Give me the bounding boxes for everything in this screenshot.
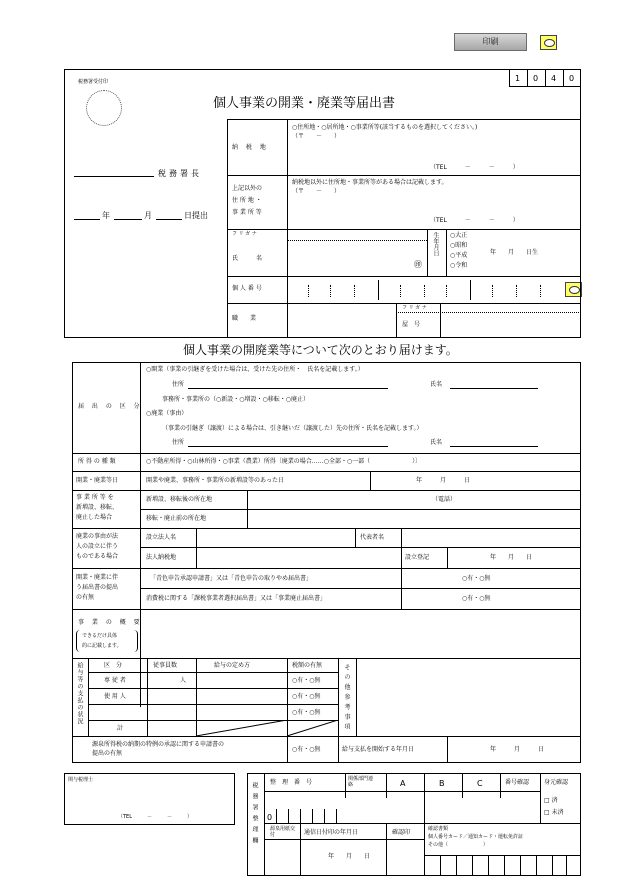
corp-rep-label: 代表者名 <box>360 534 385 541</box>
confirm-not-done[interactable]: □ 未済 <box>544 809 564 816</box>
filing-blue-yesno[interactable]: ○有・○無 <box>462 575 491 582</box>
salary-header-method: 給与の定め方 <box>214 662 251 669</box>
corp-label: 廃業の事由が法 <box>76 533 119 540</box>
category-close-note: （事業の引継ぎ（譲渡）による場合は、引き継いだ（譲渡した）先の住所・氏名を記載します。） <box>162 425 423 432</box>
tax-office-label: 税務署長 <box>158 169 202 178</box>
footer-header-number: 番号確認 <box>505 779 530 786</box>
era-reiwa[interactable]: ○令和 <box>450 262 468 269</box>
form-title: 個人事業の開業・廃業等届出書 <box>213 96 396 111</box>
category-close-name: 氏名 <box>430 439 443 446</box>
category-open-name: 氏名 <box>430 381 443 388</box>
footer-row2-postmark: 通信日付印の年月日 <box>304 829 359 836</box>
main-table <box>72 362 581 763</box>
birth-date: 年 月 日生 <box>490 249 539 256</box>
salary-header-tax: 税額の有無 <box>292 662 323 669</box>
footer-header-identity: 身元確認 <box>544 779 569 786</box>
date-value: 年 月 日 <box>416 477 471 484</box>
accountant-label: 関与税理士 <box>68 777 94 783</box>
corp-reg-label: 設立登記 <box>405 554 430 561</box>
withholding-text: 源泉所得税の納期の特例の承認に関する申請書の <box>92 741 225 748</box>
other-address-label: 事 業 所 等 <box>232 209 262 216</box>
salary-label: 給与等の支払の状況 <box>76 662 83 725</box>
business-note: 的に記載します。 <box>82 643 122 649</box>
corp-reg-date: 年 月 日 <box>490 554 533 561</box>
corp-label: ものである場合 <box>76 553 119 560</box>
furigana-label: フ リ ガ ナ <box>232 231 257 237</box>
other-address-label: 上記以外の <box>232 185 263 192</box>
footer-header-c: C <box>477 779 483 788</box>
pay-start-date: 年 月 日 <box>490 746 545 753</box>
office-use-box <box>247 773 581 876</box>
form-code-digit: 0 <box>569 74 575 83</box>
form-code-digit: 1 <box>515 74 521 83</box>
receipt-stamp-label: 税務署受付印 <box>78 79 109 85</box>
withholding-yesno[interactable]: ○有・○無 <box>292 746 321 753</box>
address-tel: （TEL － － ） <box>430 164 519 171</box>
confirm-done[interactable]: □ 済 <box>544 797 558 804</box>
other-address-label: 住 所 地 ・ <box>232 197 262 204</box>
filings-label: の有無 <box>76 594 95 601</box>
income-label: 所 得 の 種 類 <box>78 458 116 465</box>
address-options: ○住所地・○居所地・○事業所等(該当するものを選択してください。) <box>292 124 478 131</box>
other-address-note: 納税地以外に住所地・事業所等がある場合は記載します。 <box>292 179 448 186</box>
address-label: 納 税 地 <box>232 144 269 151</box>
footer-header-b: B <box>439 779 445 788</box>
address-postal: （〒 － ） <box>292 133 341 140</box>
filing-consumption-yesno[interactable]: ○有・○無 <box>462 595 491 602</box>
form-code-digit: 4 <box>551 74 557 83</box>
category-open[interactable]: ○開業（事業の引継ぎを受けた場合は、受けた先の住所・ 氏名を記載します。） <box>146 366 364 373</box>
salary-total-strike <box>196 720 338 736</box>
office-new-label: 新増設、移転後の所在地 <box>146 496 213 503</box>
era-heisei[interactable]: ○平成 <box>450 252 468 259</box>
accountant-tel: （TEL － － ） <box>118 814 193 820</box>
filings-label: 開業・廃業に伴 <box>76 574 119 581</box>
date-text: 開業や廃業、事務所・事業所の新増設等のあった日 <box>146 477 284 484</box>
footer-row2-seal: 確認印 <box>392 829 411 836</box>
office-label: 新増設、移転、 <box>76 504 119 511</box>
footer-header-serial: 整 理 番 号 <box>270 779 313 786</box>
category-close-address: 住所 <box>172 439 185 446</box>
footer-header-dept: 関係部門連 絡 <box>348 776 384 788</box>
office-use-label: 税務署整理欄 <box>251 782 258 848</box>
category-open-address: 住所 <box>172 381 185 388</box>
other-label: そ の 他 参 考 事 項 <box>343 664 350 731</box>
trade-furigana-label: フ リ ガ ナ <box>402 305 427 311</box>
era-taisho[interactable]: ○大正 <box>450 232 468 239</box>
print-button[interactable]: 印刷 <box>454 33 527 51</box>
date-day-label: 日提出 <box>184 211 208 220</box>
category-close[interactable]: ○廃業（事由） <box>146 410 188 417</box>
date-year-label: 年 <box>102 211 110 220</box>
name-label: 氏 名 <box>232 255 263 262</box>
mynumber-label: 個 人 番 号 <box>232 285 262 292</box>
salary-tax-yesno[interactable]: ○有・○無 <box>292 693 321 700</box>
filing-blue-label: 「青色申告承認申請書」又は「青色申告の取りやめ届出書」 <box>150 575 313 582</box>
birth-label: 生年月日 <box>432 232 439 256</box>
date-month-label: 月 <box>144 211 152 220</box>
income-options[interactable]: ○不動産所得・○山林所得・○事業（農業）所得〔廃業の場合……○全部・○一部（ ）〕 <box>146 458 422 465</box>
salary-row-employee: 使 用 人 <box>104 693 126 700</box>
filings-label: う届出書の提出 <box>76 584 119 591</box>
category-office[interactable]: 事務所・事業所の（○新設・○増設・○移転・○廃止） <box>162 396 309 403</box>
business-note: できるだけ具体 <box>82 633 118 639</box>
corp-name-label: 設立法人名 <box>146 534 177 541</box>
salary-tax-yesno[interactable]: ○有・○無 <box>292 677 321 684</box>
other-address-tel: （TEL － － ） <box>430 217 519 224</box>
footer-header-a: A <box>400 779 406 788</box>
salary-header-count: 従事員数 <box>153 662 178 669</box>
corp-taxplace-label: 法人納税地 <box>146 554 177 561</box>
filing-consumption-label: 消費税に関する「課税事業者選択届出書」又は「事業廃止届出書」 <box>146 595 327 602</box>
other-address-postal: （〒 － ） <box>292 188 341 195</box>
seal-mark: ㊞ <box>414 260 422 269</box>
footer-date: 年 月 日 <box>328 853 371 860</box>
pay-start-label: 給与支払を開始する年月日 <box>342 746 415 753</box>
office-label: 廃止した場合 <box>76 514 113 521</box>
occupation-label: 職 業 <box>232 315 257 322</box>
office-old-label: 移転・廃止前の所在地 <box>146 515 207 522</box>
receipt-stamp-circle <box>86 90 122 126</box>
salary-total: 計 <box>117 725 124 732</box>
business-label: 事 業 の 概 要 <box>78 619 143 626</box>
date-label: 開業・廃業等日 <box>76 477 119 484</box>
salary-row-family: 専 従 者 <box>104 677 126 684</box>
withholding-text: 提出の有無 <box>92 750 123 757</box>
office-label: 事 業 所 等 を <box>76 494 114 501</box>
category-label: 届 出 の 区 分 <box>78 403 143 410</box>
corp-label: 人の設立に伴う <box>76 543 119 550</box>
doc-items: 個人番号カード／通知カード・運転免許証 <box>428 834 524 840</box>
salary-header-category: 区 分 <box>104 662 123 669</box>
footer-row2-forms: 源泉用紙交 付 <box>270 826 301 838</box>
salary-tax-yesno[interactable]: ○有・○無 <box>292 709 321 716</box>
trade-name-label: 屋 号 <box>402 321 421 328</box>
intro-text: 個人事業の開廃業等について次のとおり届けます。 <box>183 343 458 357</box>
doc-other: その他（ ） <box>428 842 489 848</box>
office-phone: （電話） <box>432 496 457 503</box>
doc-title: 確認書類 <box>428 826 449 832</box>
form-code-digit: 0 <box>533 74 539 83</box>
salary-unit: 人 <box>180 677 187 684</box>
era-showa[interactable]: ○昭和 <box>450 242 468 249</box>
speech-bubble-icon[interactable] <box>540 35 557 50</box>
serial-zero: 0 <box>267 813 273 822</box>
